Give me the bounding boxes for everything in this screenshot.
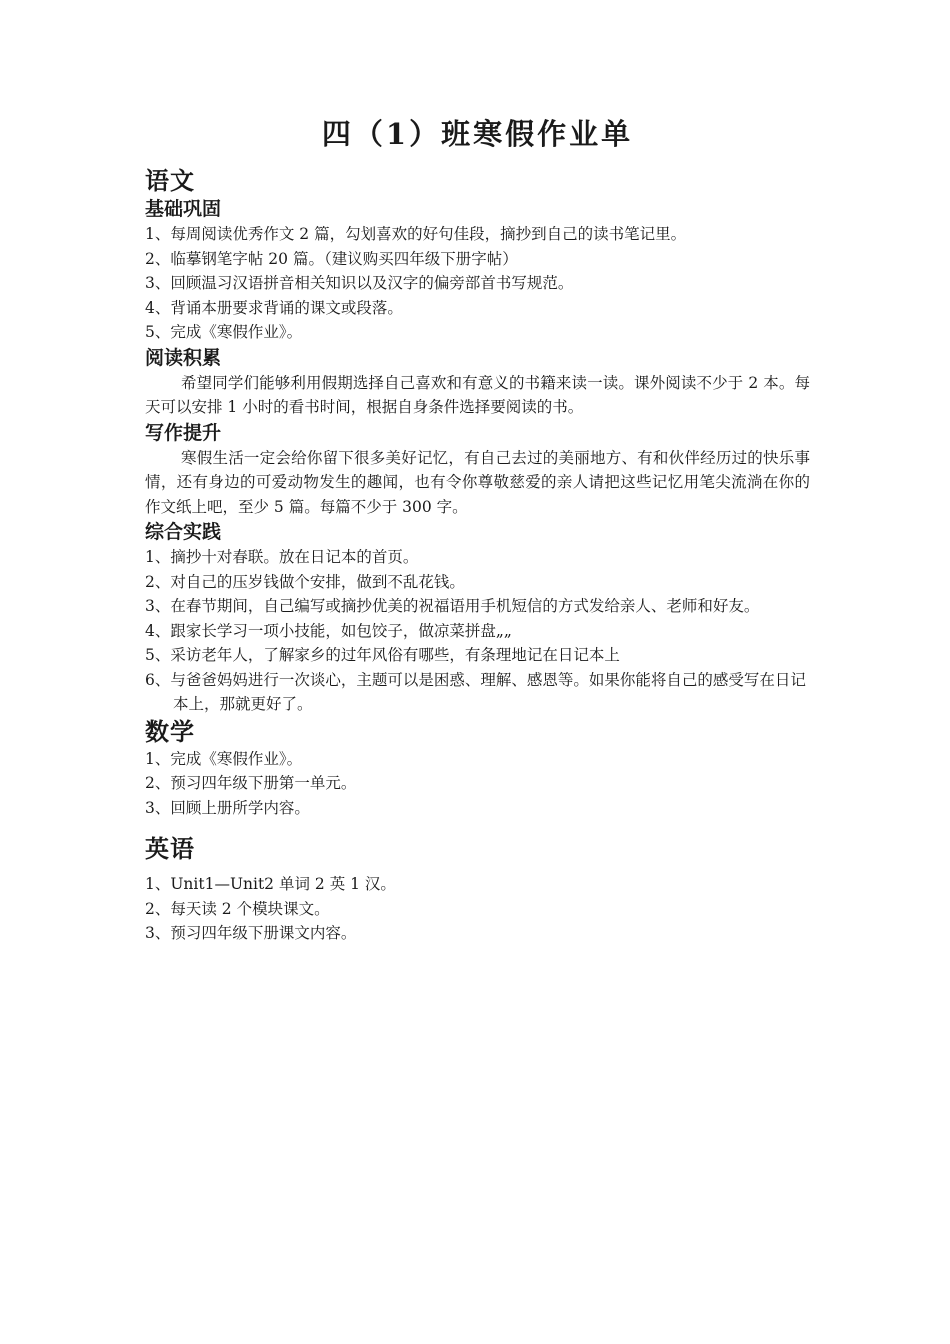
reading-paragraph: 希望同学们能够利用假期选择自己喜欢和有意义的书籍来读一读。课外阅读不少于 2 本。每天可以安排 1 小时的看书时间，根据自身条件选择要阅读的书。	[145, 373, 810, 416]
list-item: 5、完成《寒假作业》。	[145, 323, 303, 341]
english-list	[145, 872, 810, 946]
list-item: 1、每周阅读优秀作文 2 篇，勾划喜欢的好句佳段，摘抄到自己的读书笔记里。	[145, 225, 687, 243]
list-item: 1、Unit1—Unit2 单词 2 英 1 汉。	[145, 875, 396, 893]
subject-math-heading: 数学	[145, 717, 195, 746]
list-item: 4、背诵本册要求背诵的课文或段落。	[145, 298, 403, 317]
math-list	[145, 747, 810, 821]
list-item: 2、每天读 2 个模块课文。	[145, 899, 330, 918]
subject-chinese-heading: 语文	[145, 167, 195, 195]
basics-list	[145, 222, 810, 345]
writing-paragraph: 寒假生活一定会给你留下很多美好记忆，有自己去过的美丽地方、有和伙伴经历过的快乐事情，还有身边的可爱动物发生的趣闻，也有令你尊敬慈爱的亲人请把这些记忆用笔尖流淌在你的作文纸上吧，至少 5 篇。每篇不少于 300 字。	[145, 448, 810, 516]
list-item: 3、回顾温习汉语拼音相关知识以及汉字的偏旁部首书写规范。	[145, 274, 574, 292]
practice-list	[145, 545, 810, 717]
list-item: 3、在春节期间，自己编写或摘抄优美的祝福语用手机短信的方式发给亲人、老师和好友。	[145, 597, 760, 615]
list-item: 1、摘抄十对春联。放在日记本的首页。	[145, 548, 419, 566]
page-title: 四（1）班寒假作业单	[321, 117, 634, 151]
section-reading-heading: 阅读积累	[145, 346, 222, 369]
list-item: 2、临摹钢笔字帖 20 篇。（建议购买四年级下册字帖）	[145, 249, 518, 268]
section-writing-heading: 写作提升	[145, 421, 222, 444]
list-item: 5、采访老年人，了解家乡的过年风俗有哪些，有条理地记在日记本上	[145, 646, 620, 664]
list-item: 4、跟家长学习一项小技能，如包饺子，做凉菜拼盘„„	[145, 621, 512, 640]
list-item: 2、预习四年级下册第一单元。	[145, 774, 357, 792]
list-item: 1、完成《寒假作业》。	[145, 749, 303, 768]
list-item: 3、回顾上册所学内容。	[145, 798, 310, 817]
subject-english-heading: 英语	[145, 835, 195, 863]
list-item: 6、与爸爸妈妈进行一次谈心，主题可以是困惑、理解、感恩等。如果你能将自己的感受写在日记本上，那就更好了。	[145, 670, 806, 713]
section-practice-heading: 综合实践	[145, 521, 222, 543]
list-item: 2、对自己的压岁钱做个安排，做到不乱花钱。	[145, 572, 465, 591]
section-basics-heading: 基础巩固	[145, 198, 222, 220]
document-page	[145, 112, 810, 946]
list-item: 3、预习四年级下册课文内容。	[145, 924, 357, 942]
